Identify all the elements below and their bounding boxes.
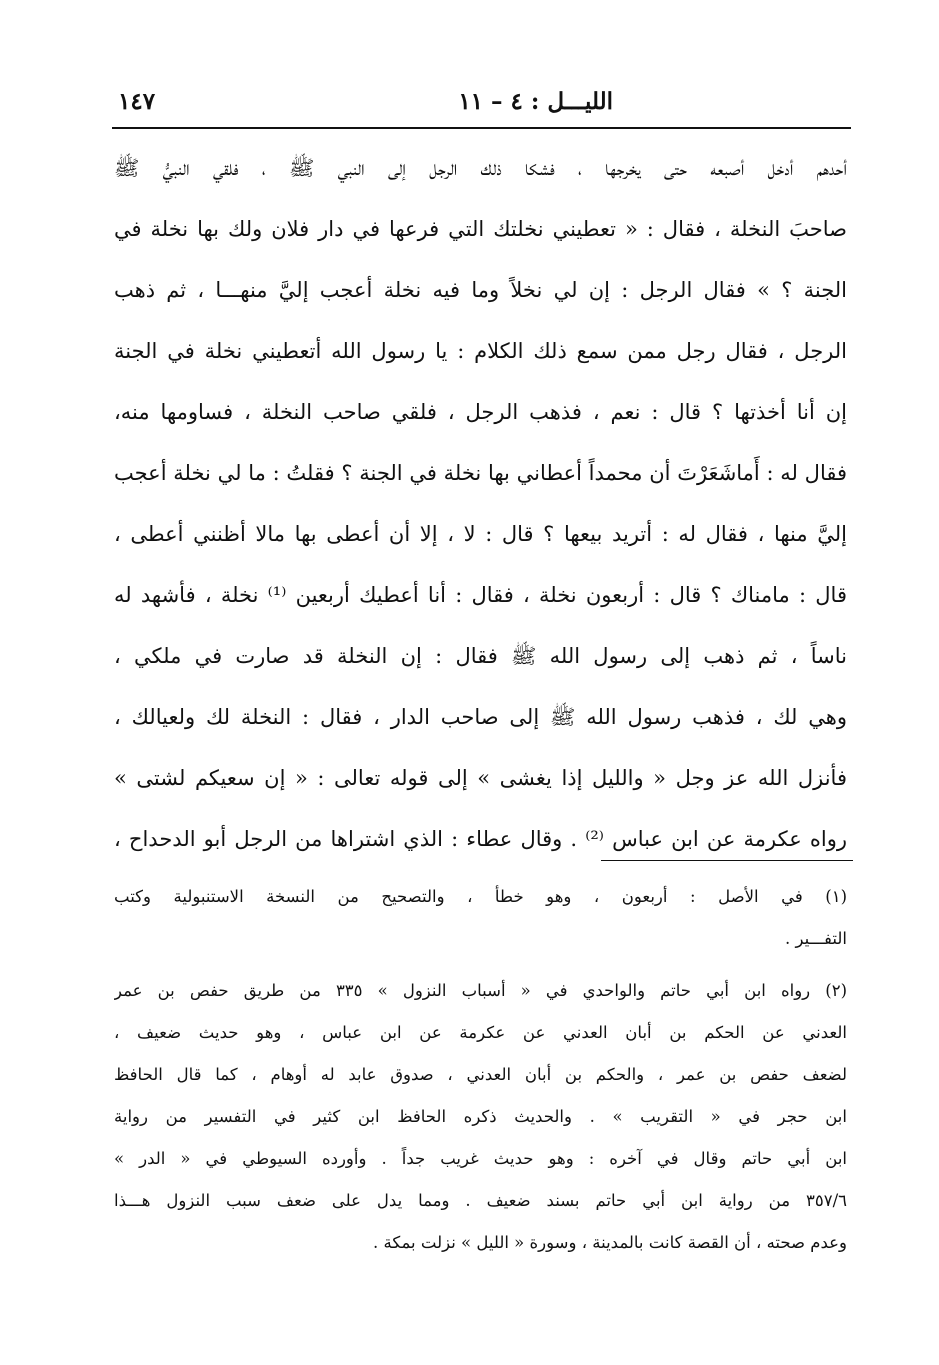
footnote-line: (١) في الأصل : أربعون ، وهو خطأ ، والتصحيح من النسخة الاستنبولية وكتب	[114, 887, 847, 906]
footnote-line: (٢) رواه ابن أبي حاتم والواحدي في « أسباب النزول » ٣٣٥ من طريق حفص بن عمر	[114, 981, 847, 1000]
chapter-title: الليـــل : ٤ – ١١	[458, 88, 613, 115]
text-line: فأنزل الله عز وجل « والليل إذا يغشى » إلى قوله تعالى : « إن سعيكم لشتى »	[114, 766, 847, 790]
text-line: إليَّ منها ، فقال له : أتريد بيعها ؟ قال : لا ، إلا أن أعطى بها مالا أظنني أعطى ،	[114, 522, 847, 546]
text-line: أحدهم أدخل أصبعه حتى يخرجها ، فشكا ذلك الرجل إلى النبي ﷺ ، فلقي النبيُّ ﷺ	[114, 156, 847, 180]
running-header	[118, 86, 851, 124]
footnote-line: ابن حجر في « التقريب » . والحديث ذكره الحافظ ابن كثير في التفسير من رواية	[114, 1107, 847, 1126]
text-line: إن أنا أخذتها ؟ قال : نعم ، فذهب الرجل ، فلقي صاحب النخلة ، فساومها منه،	[114, 400, 847, 424]
footnote-line: وعدم صحته ، أن القصة كانت بالمدينة ، وسورة « الليل » نزلت بمكة .	[373, 1233, 847, 1252]
text-line: وهي لك ، فذهب رسول الله ﷺ إلى صاحب الدار ، فقال : النخلة لك ولعيالك ،	[114, 705, 847, 729]
page-number: ١٤٧	[118, 88, 156, 115]
header-rule	[112, 127, 851, 129]
main-text	[114, 138, 847, 870]
footnote-line: العدني عن الحكم بن أبان العدني عن عكرمة عن ابن عباس ، وهو حديث ضعيف ،	[114, 1023, 847, 1042]
footnote-1	[114, 876, 847, 960]
text-line: الرجل ، فقال رجل ممن سمع ذلك الكلام : يا رسول الله أتعطيني نخلة في الجنة	[114, 339, 847, 363]
footnote-separator	[601, 860, 853, 861]
footnotes	[114, 876, 847, 1274]
text-line: قال : مامناك ؟ قال : أربعون نخلة ، فقال : أنا أعطيك أربعين ⁽¹⁾ نخلة ، فأشهد له	[114, 583, 847, 607]
footnote-line: التفـــير .	[784, 929, 847, 948]
text-line: صاحبَ النخلة ، فقال : « تعطيني نخلتك التي فرعها في دار فلان ولك بها نخلة في	[114, 217, 847, 241]
text-line: رواه عكرمة عن ابن عباس ⁽²⁾ . وقال عطاء : الذي اشتراها من الرجل أبو الدحداح ،	[114, 827, 847, 851]
footnote-line: ابن أبي حاتم وقال في آخره : وهو حديث غريب جداً . وأورده السيوطي في « الدر »	[114, 1149, 847, 1168]
footnote-line: لضعف حفص بن عمر ، والحكم بن أبان العدني ، صدوق عابد له أوهام ، كما قال الحافظ	[114, 1065, 847, 1084]
text-line: الجنة ؟ » فقال الرجل : إن لي نخلاً وما فيه نخلة أعجب إليَّ منهـــا ، ثم ذهب	[114, 278, 847, 302]
footnote-line: ٣٥٧/٦ من رواية ابن أبي حاتم بسند ضعيف . ومما يدل على ضعف سبب النزول هـــذا	[114, 1191, 847, 1210]
text-line: فقال له : أَماشَعَرْتَ أن محمداً أعطاني بها نخلة في الجنة ؟ فقلتُ : ما لي نخلة أعجب	[114, 461, 847, 485]
text-line: ناساً ، ثم ذهب إلى رسول الله ﷺ فقال : إن النخلة قد صارت في ملكي ،	[114, 644, 847, 668]
footnote-2	[114, 970, 847, 1264]
